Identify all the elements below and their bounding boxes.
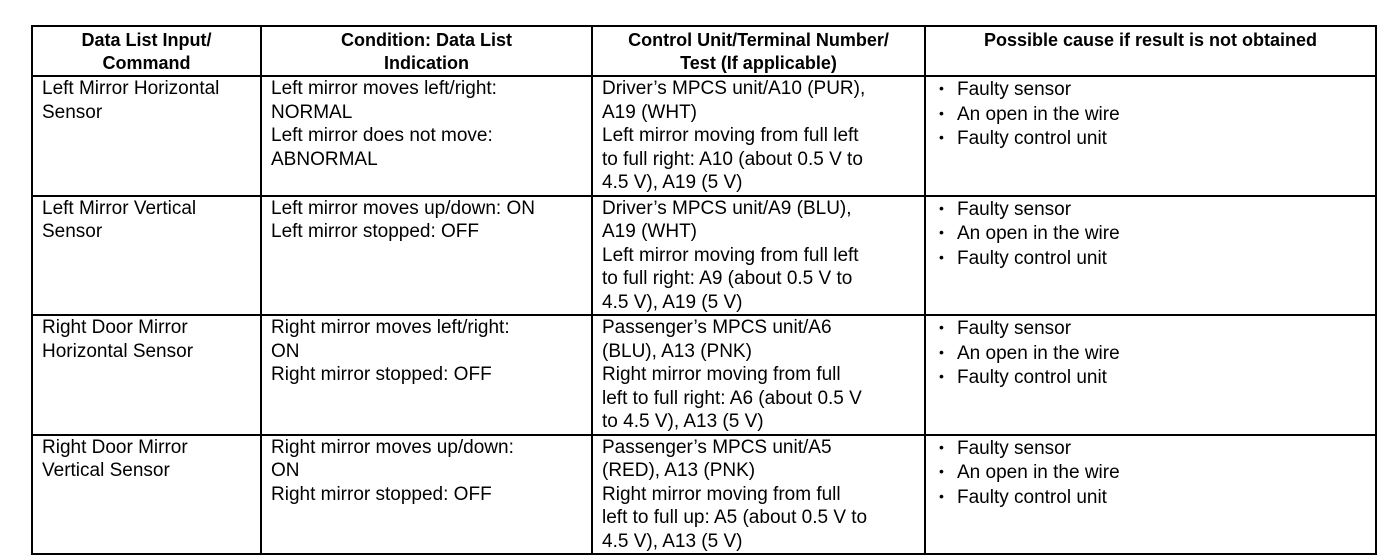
header-possible-cause: Possible cause if result is not obtained [925, 26, 1376, 76]
input-cell: Right Door Mirror Vertical Sensor [32, 435, 261, 555]
causes-list [939, 77, 1375, 151]
table-row [32, 196, 1376, 316]
terminal-cell: Passenger’s MPCS unit/A6 (BLU), A13 (PNK) Right mirror moving from full left to full right: A6 (about 0.5 V to 4.5 V), A13 (5 V) [592, 315, 925, 435]
cause-item: • An open in the wire [939, 341, 1375, 366]
cause-item: • Faulty sensor [939, 436, 1375, 461]
condition-cell: Left mirror moves left/right: NORMAL Left mirror does not move: ABNORMAL [261, 76, 592, 196]
cause-item: • An open in the wire [939, 221, 1375, 246]
header-condition: Condition: Data List Indication [261, 26, 592, 76]
causes-list [939, 197, 1375, 271]
condition-cell: Right mirror moves up/down: ON Right mirror stopped: OFF [261, 435, 592, 555]
header-control-unit-terminal: Control Unit/Terminal Number/ Test (If applicable) [592, 26, 925, 76]
cause-item: • Faulty control unit [939, 365, 1375, 390]
header-row [32, 26, 1376, 76]
header-data-list-input: Data List Input/ Command [32, 26, 261, 76]
cause-item: • Faulty control unit [939, 126, 1375, 151]
causes-cell [925, 435, 1376, 555]
cause-item: • Faulty sensor [939, 316, 1375, 341]
cause-item: • An open in the wire [939, 102, 1375, 127]
causes-cell [925, 196, 1376, 316]
input-cell: Left Mirror Horizontal Sensor [32, 76, 261, 196]
terminal-cell: Driver’s MPCS unit/A9 (BLU), A19 (WHT) Left mirror moving from full left to full right: A9 (about 0.5 V to 4.5 V), A19 (5 V) [592, 196, 925, 316]
causes-list [939, 316, 1375, 390]
terminal-cell: Driver’s MPCS unit/A10 (PUR), A19 (WHT) Left mirror moving from full left to full right: A10 (about 0.5 V to 4.5 V), A19 (5 V) [592, 76, 925, 196]
cause-item: • An open in the wire [939, 460, 1375, 485]
table-row [32, 76, 1376, 196]
table-row [32, 435, 1376, 555]
causes-cell [925, 76, 1376, 196]
cause-item: • Faulty sensor [939, 197, 1375, 222]
cause-item: • Faulty control unit [939, 246, 1375, 271]
input-cell: Left Mirror Vertical Sensor [32, 196, 261, 316]
causes-cell [925, 315, 1376, 435]
data-list-table [31, 25, 1377, 555]
causes-list [939, 436, 1375, 510]
table-row [32, 315, 1376, 435]
input-cell: Right Door Mirror Horizontal Sensor [32, 315, 261, 435]
condition-cell: Left mirror moves up/down: ON Left mirror stopped: OFF [261, 196, 592, 316]
cause-item: • Faulty sensor [939, 77, 1375, 102]
terminal-cell: Passenger’s MPCS unit/A5 (RED), A13 (PNK) Right mirror moving from full left to full up: A5 (about 0.5 V to 4.5 V), A13 (5 V) [592, 435, 925, 555]
cause-item: • Faulty control unit [939, 485, 1375, 510]
condition-cell: Right mirror moves left/right: ON Right mirror stopped: OFF [261, 315, 592, 435]
